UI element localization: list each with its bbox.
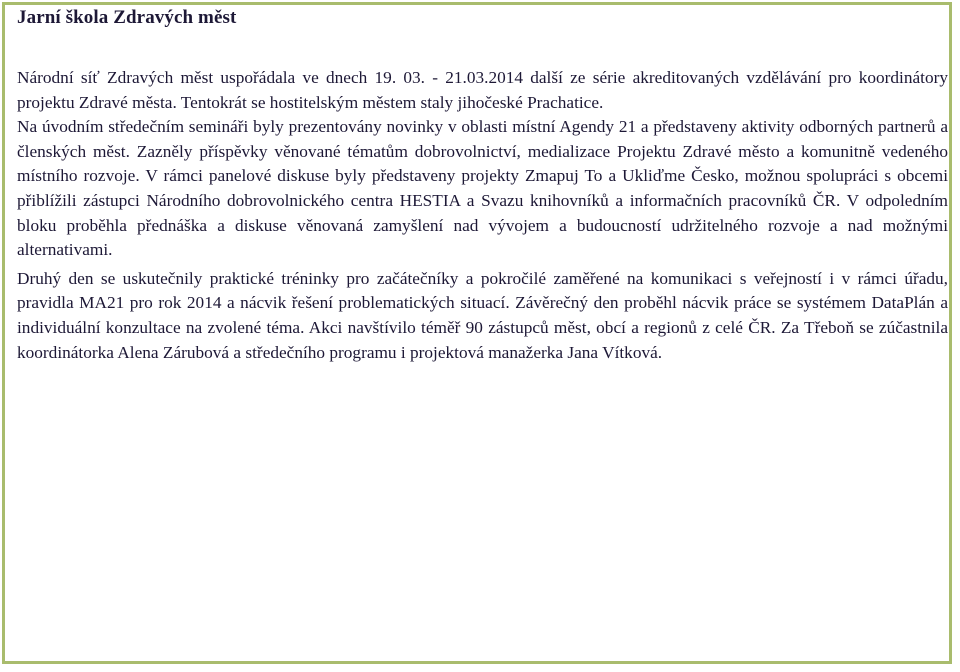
paragraph-intro: Národní síť Zdravých měst uspořádala ve dnech 19. 03. - 21.03.2014 další ze série akreditovaných vzdělávání pro koordinátory projektu Zdravé města. Tentokrát se hostitelským městem staly jihočeské Prachatice.	[17, 68, 948, 112]
article-body	[17, 66, 948, 365]
paragraph-second-day: Druhý den se uskutečnily praktické tréninky pro začátečníky a pokročilé zaměřené na komunikaci s veřejností i v rámci úřadu, pravidla MA21 pro rok 2014 a nácvik řešení problematických situací. Závěrečný den proběhl nácvik práce se systémem DataPlán a individuální konzultace na zvolené téma. Akci navštívilo téměř 90 zástupců měst, obcí a regionů z celé ČR. Za Třeboň se zúčastnila koordinátorka Alena Zárubová a středečního programu i projektová manažerka Jana Vítková.	[17, 268, 948, 362]
paragraph-first-day: Na úvodním středečním semináři byly prezentovány novinky v oblasti místní Agendy 21 a představeny aktivity odborných partnerů a členských měst. Zazněly příspěvky věnované tématům dobrovolnictví, medializace Projektu Zdravé město a komunitně vedeného místního rozvoje. V rámci panelové diskuse byly představeny projekty Zmapuj To a Ukliďme Česko, možnou spolupráci s obcemi přiblížili zástupci Národního dobrovolnického centra HESTIA a Svazu knihovníků a informačních pracovníků ČR. V odpoledním bloku proběhla přednáška a diskuse věnovaná zamyšlení nad vývojem a budoucností udržitelného rozvoje a nad možnými alternativami.	[17, 117, 948, 260]
article-title: Jarní škola Zdravých měst	[17, 7, 237, 28]
